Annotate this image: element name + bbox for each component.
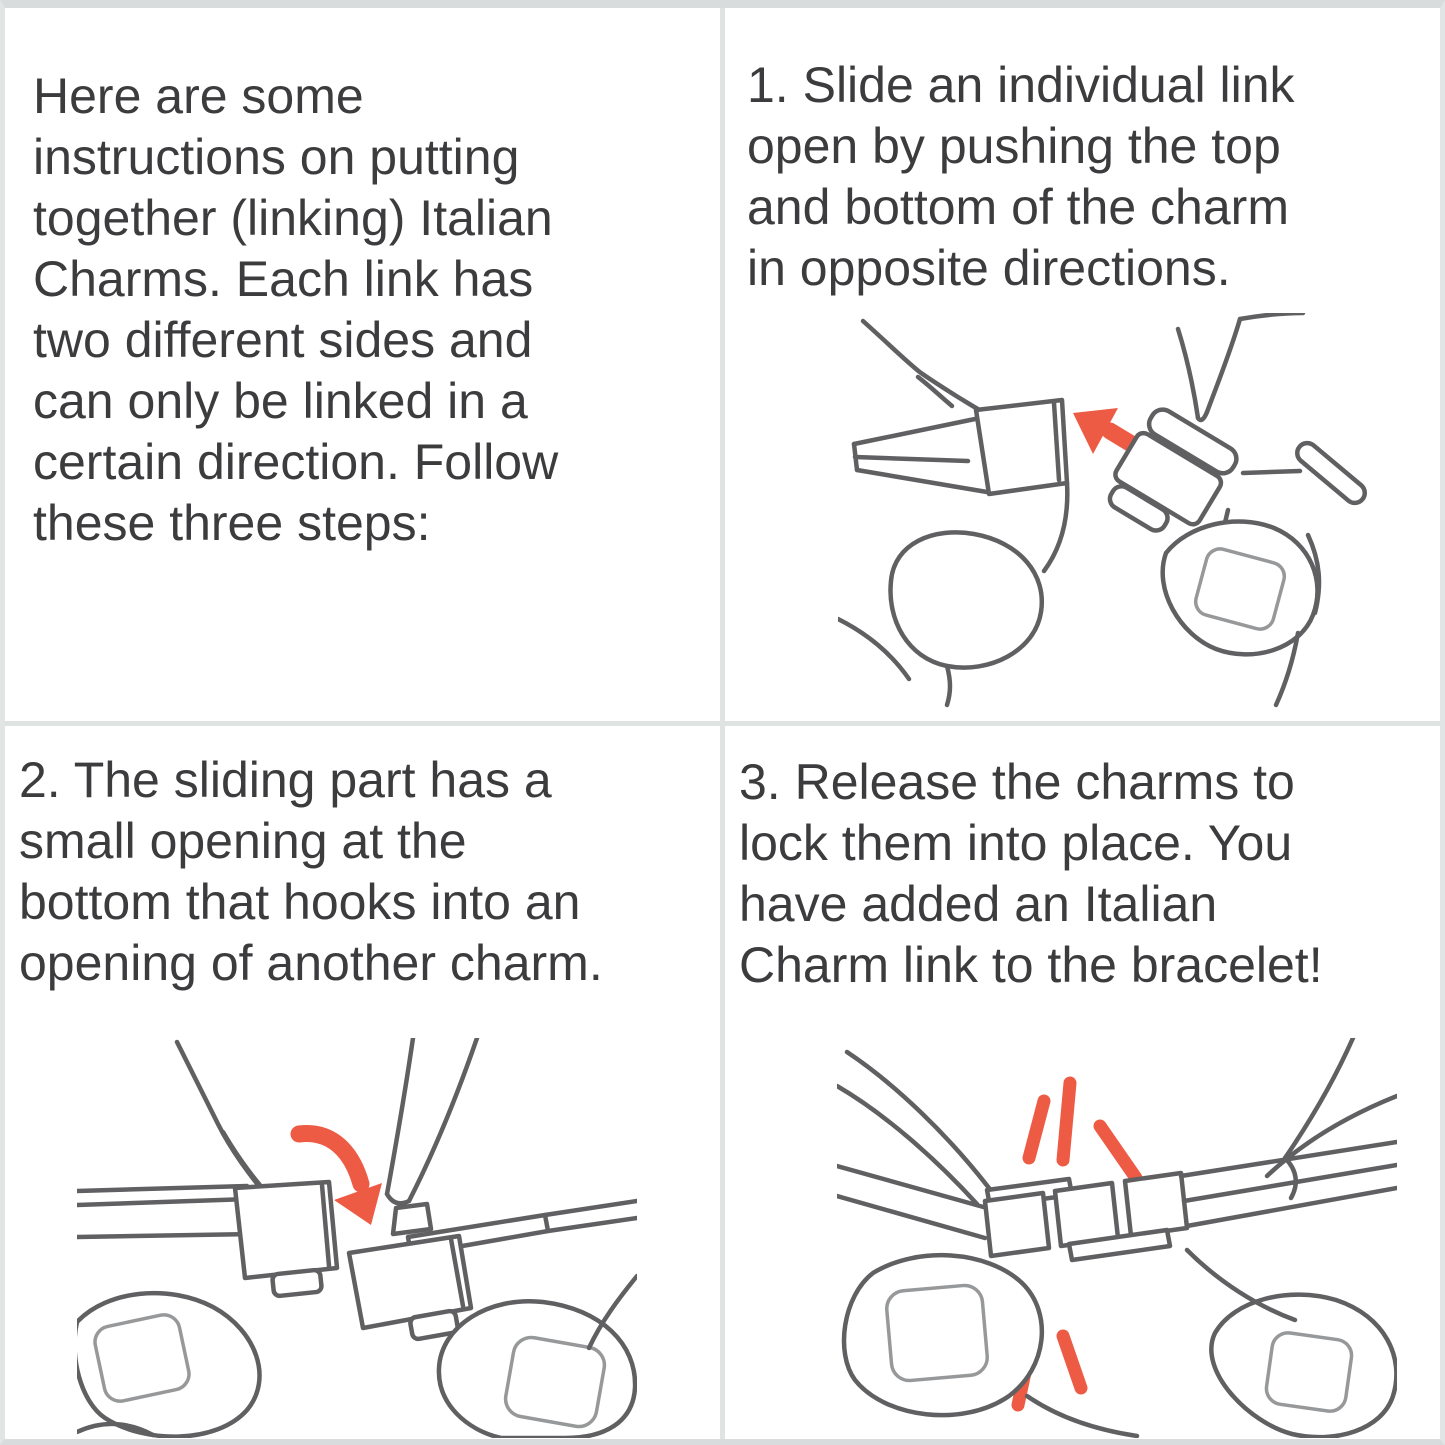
left-hand xyxy=(838,321,1067,705)
hands-sliding-charm-open-drawing xyxy=(838,313,1398,708)
step-1-text: 1. Slide an individual link open by pushing the top and bottom of the charm in opposite directions. xyxy=(747,57,1295,296)
hook-tab xyxy=(393,1204,431,1234)
panel-step-3 xyxy=(725,726,1440,1439)
right-hand xyxy=(349,1038,637,1438)
panel-step-1 xyxy=(725,8,1440,721)
panel-intro xyxy=(5,8,720,721)
charm-link xyxy=(985,1193,1049,1256)
four-panel-grid xyxy=(5,8,1440,1439)
step-2-illustration xyxy=(77,1038,637,1438)
panel-step-2 xyxy=(5,726,720,1439)
locked-bracelet-drawing xyxy=(837,1038,1397,1438)
right-thumb xyxy=(1163,521,1318,654)
step-1-illustration xyxy=(838,313,1398,708)
charms-hooking-drawing xyxy=(77,1038,637,1438)
charm-link xyxy=(1125,1173,1187,1236)
left-thumb xyxy=(844,1255,1042,1415)
step-3-text: 3. Release the charms to lock them into place. You have added an Italian Charm link to the bracelet! xyxy=(739,754,1323,993)
step-2-text: 2. The sliding part has a small opening at the bottom that hooks into an opening of another charm. xyxy=(19,752,603,991)
right-hand xyxy=(1106,313,1369,705)
linked-charm-chain xyxy=(985,1142,1397,1260)
step-3-illustration xyxy=(837,1038,1397,1438)
intro-text: Here are some instructions on putting together (linking) Italian Charms. Each link has two different sides and can only be linked in a certain direction. Follow these three steps: xyxy=(33,68,559,551)
right-hand xyxy=(1187,1038,1397,1437)
left-thumb xyxy=(890,532,1041,667)
left-hand xyxy=(77,1042,337,1437)
right-thumb xyxy=(1211,1295,1396,1438)
